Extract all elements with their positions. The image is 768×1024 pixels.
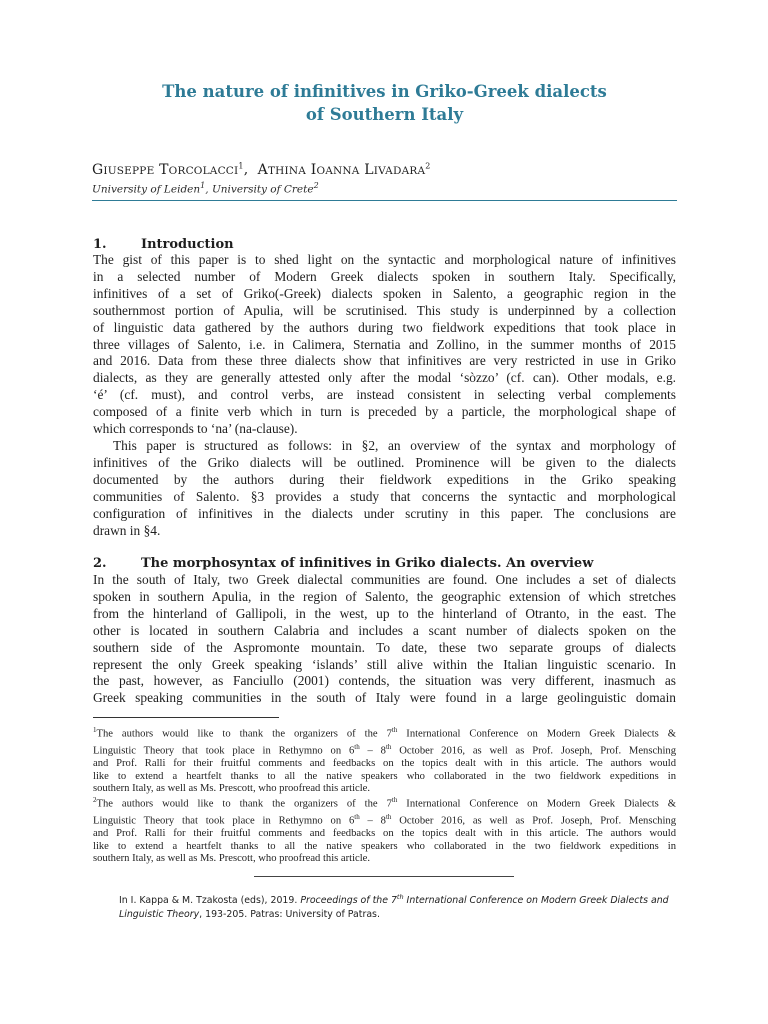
section-1-paragraph-1: The gist of this paper is to shed light on the syntactic and morphological nature of infinitives in a selected number of Modern Greek dialects spoken in southern Italy. Specifically, infinitives of a set of Griko(-Greek) dialects spoken in Salento, a geographic region in the southernmost portion of Apulia, will be scrutinised. This study is underpinned by a collection of linguistic data gathered by the authors during two fieldwork expeditions that took place in three villages of Salento, i.e. in Calimera, Sternatia and Zollino, in the summer months of 2015 and 2016. Data from these three dialects show that infinitives are very restricted in use in Griko dialects, as they are generally attested only after the modal ‘sòzzo’ (cf. can). Other modals, e.g. ‘é’ (cf. must), and control verbs, are instead consistent in selecting verbal complements composed of a finite verb which in turn is preceded by a particle, the morphological shape of which corresponds to ‘na’ (na-clause). (93, 252, 676, 437)
author-1-mark: 1 (238, 161, 244, 170)
footnote-1: $^1$The authors would like to thank the organizers of the 7th International Conference on Modern Greek Dialects & Linguistic Theory that took place in Rethymno on 6th – 8th October 2016, as well as Prof. Joseph, Prof. Mensching and Prof. Ralli for their fruitful comments and feedbacks on the topics dealt with in this article. The authors would like to extend a heartfelt thanks to all the native speakers who collaborated in the two fieldwork expeditions in southern Italy, as well as Ms. Prescott, who proofread this article. (93, 726, 676, 795)
section-2-paragraph: In the south of Italy, two Greek dialectal communities are found. One includes a set of dialects spoken in southern Apulia, in the region of Salento, the geographic extension of which stretches from the hinterland of Gallipoli, in the west, up to the hinterland of Otranto, in the east. The other is located in southern Calabria and includes a scant number of dialects spoken on the southern side of the Aspromonte mountain. To date, these two separate groups of dialects represent the only Greek speaking ‘islands’ still alive within the Italian linguistic scenario. In the past, however, as Fanciullo (2001) contends, the situation was very different, inasmuch as Greek speaking communities in the south of Italy were found in a large geolinguistic domain (93, 572, 676, 706)
paper-title (92, 80, 677, 126)
citation-footer: In I. Kappa & M. Tzakosta (eds), 2019. Proceedings of the 7th International Conference on Modern Greek Dialects and Linguistic Theory, 193-205. Patras: University of Patras. (119, 893, 669, 921)
author-2: ATHINA IOANNA LIVADARA$^2$ (257, 161, 431, 178)
citation-divider (254, 876, 514, 877)
affiliations: University of Leiden$^1$, University of Crete$^2$ (92, 181, 319, 196)
author-list: GIUSEPPE TORCOLACCI$^1$, ATHINA IOANNA LIVADARA$^2$ (92, 161, 431, 178)
header-divider (92, 200, 677, 201)
footnote-2: $^2$The authors would like to thank the organizers of the 7th International Conference on Modern Greek Dialects & Linguistic Theory that took place in Rethymno on 6th – 8th October 2016, as well as Prof. Joseph, Prof. Mensching and Prof. Ralli for their fruitful comments and feedbacks on the topics dealt with in this article. The authors would like to extend a heartfelt thanks to all the native speakers who collaborated in the two fieldwork expeditions in southern Italy, as well as Ms. Prescott, who proofread this article. (93, 796, 676, 865)
author-2-mark: 2 (425, 161, 431, 170)
section-1-heading: 1. Introduction (93, 237, 234, 252)
section-1-paragraph-2: This paper is structured as follows: in §2, an overview of the syntax and morphology of infinitives of the Griko dialects will be outlined. Prominence will be given to the dialects documented by the authors during their fieldwork expeditions in the Griko speaking communities of Salento. §3 provides a study that concerns the syntactic and morphological configuration of infinitives in the dialects under scrutiny in this paper. The conclusions are drawn in §4. (93, 438, 676, 538)
title-line-2: of Southern Italy (305, 105, 464, 124)
footnote-divider (93, 717, 279, 718)
section-2-heading: 2. The morphosyntax of infinitives in Griko dialects. An overview (93, 556, 594, 571)
title-line-1: The nature of infinitives in Griko-Greek dialects (162, 82, 607, 101)
author-1: GIUSEPPE TORCOLACCI$^1$ (92, 161, 244, 178)
